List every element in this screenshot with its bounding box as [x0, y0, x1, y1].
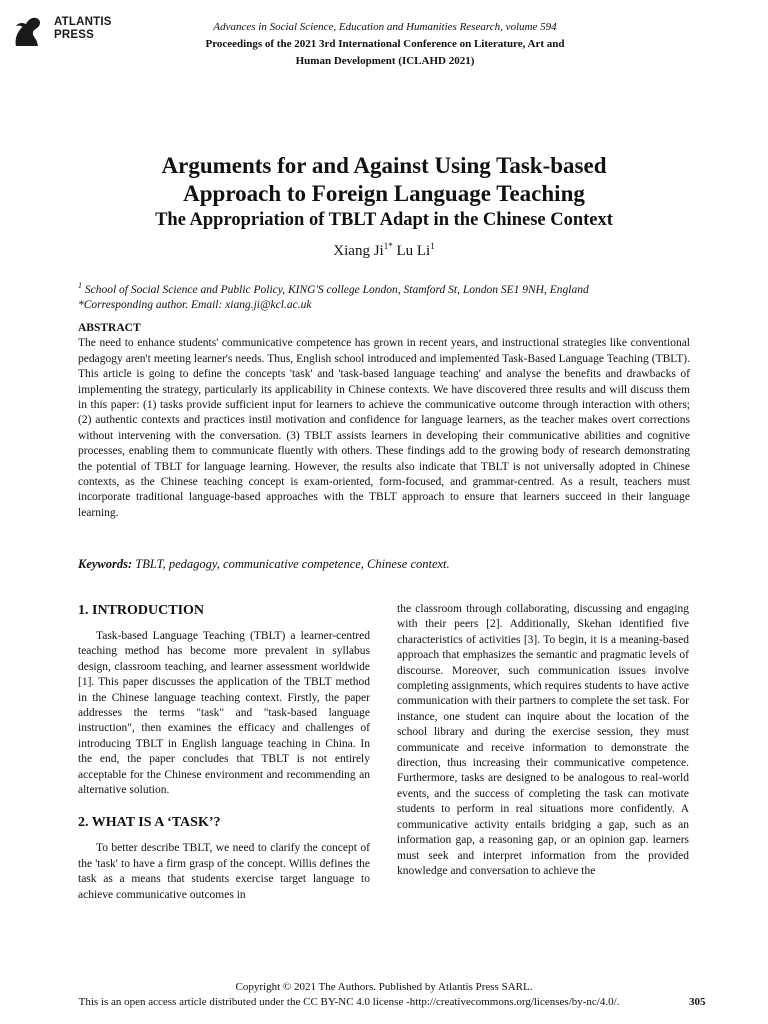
- author-name: Xiang Ji: [333, 243, 384, 259]
- affiliation-text: School of Social Science and Public Policy, KING'S college London, Stamford St, London SE1 9NH, England: [84, 283, 589, 296]
- atlantis-logo-icon: [10, 14, 50, 48]
- running-head: [180, 19, 590, 70]
- paper-title-line2: Approach to Foreign Language Teaching: [183, 181, 585, 206]
- abstract-text: The need to enhance students' communicative competence has grown in recent years, and instructional strategies like conventional pedagogy aren't meeting learner's needs. Thus, English school introduced and implemented Task-Based Language Teaching (TBLT). This article is going to define the concepts 'task' and 'task-based language teaching' and analyse the benefits and drawbacks of implementing the strategy, particularly its applicability in Chinese contexts. We have discovered three results and will discuss them in this paper: (1) tasks provide sufficient input for learners to achieve the communicative outcome through interaction with others; (2) authentic contexts and practices instil motivation and confidence for language learners, as the teacher makes overt corrections without intervening with the conversation. (3) TBLT assists learners in developing their communicative abilities and cognitive processes, enabling them to communicate fluently with others. These findings add to the growing body of research demonstrating the potential of TBLT for language learning. However, the results also indicate that TBLT is not universally adopted in Chinese contexts, as the Chinese teaching concept is exam-oriented, form-focused, and grammar-centred. As a result, teachers must incorporate traditional language-based approaches with the TBLT approach to ensure that learners succeed in their language learning.: [78, 337, 690, 519]
- task-paragraph: To better describe TBLT, we need to clarify the concept of the 'task' to have a firm grasp of the concept. Willis defines the task as a means that students exercise target language to achieve communicative outcomes in: [78, 842, 370, 901]
- right-column-paragraph: the classroom through collaborating, discussing and engaging with their peers [2]. Additionally, Skehan identified five characteristics of activities [3]. To begin, it is a meaning-based approach that emphasizes the semantic and pragmatic levels of discourse. Moreover, such communication issues involve completing assignments, which requires students to have active communication with their partners to complete the set task. For instance, one student can inquire about the location of the school library and during the exercise session, they must communicate and receive information to demonstrate the direction, thus increasing their communicative competence. Furthermore, tasks are designed to be analogous to real-world events, and the success of completing the task can motivate students to perform in real situations more confidently. A communicative activity entails bridging a gap, such as an information gap, a reasoning gap, or an opinion gap. learners must seek and interpret information from the provided knowledge and conversation to achieve the: [397, 603, 689, 877]
- author-affiliation-mark: 1*: [383, 241, 393, 251]
- section-heading-introduction: 1. INTRODUCTION: [78, 603, 205, 618]
- affiliation-mark: 1: [78, 281, 82, 290]
- abstract: [78, 321, 690, 521]
- affiliation-block: [78, 278, 718, 313]
- keywords: [78, 557, 690, 572]
- keywords-text: TBLT, pedagogy, communicative competence, Chinese context.: [135, 557, 450, 571]
- abstract-heading: ABSTRACT: [78, 322, 141, 334]
- corresponding-author: *Corresponding author. Email: xiang.ji@kcl.ac.uk: [78, 298, 312, 311]
- right-column: [397, 602, 689, 879]
- publisher-logo: [10, 14, 120, 48]
- volume-line: Advances in Social Science, Education and Humanities Research, volume 594: [213, 21, 557, 33]
- license-line: This is an open access article distributed under the CC BY-NC 4.0 license -http://creativecommons.org/licenses/by-nc/4.0/.: [78, 996, 620, 1008]
- author-name: Lu Li: [396, 243, 431, 259]
- proceedings-line1: Proceedings of the 2021 3rd International Conference on Literature, Art and: [205, 38, 565, 50]
- keywords-label: Keywords:: [78, 557, 133, 571]
- page-footer: [0, 980, 768, 1010]
- author-affiliation-mark: 1: [430, 241, 435, 251]
- page-number: 305: [689, 996, 706, 1008]
- copyright-line: Copyright © 2021 The Authors. Published by Atlantis Press SARL.: [235, 981, 533, 993]
- section-heading-task: 2. WHAT IS A ‘TASK’?: [78, 815, 221, 831]
- paper-title-line1: Arguments for and Against Using Task-based: [161, 153, 607, 178]
- author-list: [0, 241, 768, 260]
- paper-subtitle: The Appropriation of TBLT Adapt in the Chinese Context: [155, 210, 613, 230]
- logo-text-line2: PRESS: [54, 29, 94, 41]
- logo-text-line1: ATLANTIS: [54, 16, 112, 28]
- title-block: [60, 152, 708, 232]
- proceedings-line2: Human Development (ICLAHD 2021): [295, 55, 475, 67]
- left-column: [78, 602, 370, 903]
- introduction-paragraph: Task-based Language Teaching (TBLT) a learner-centred teaching method has become more prevalent in syllabus design, classroom teaching, and learner assessment worldwide [1]. This paper discusses the application of the TBLT method in the Chinese language teaching context. Firstly, the paper addresses the terms "task" and "task-based language instruction", then examines the efficacy and challenges of introducing TBLT in English language teaching in China. In the end, the paper concludes that TBLT is not entirely acceptable for the Chinese environment and recommending an alternative solution.: [78, 630, 370, 797]
